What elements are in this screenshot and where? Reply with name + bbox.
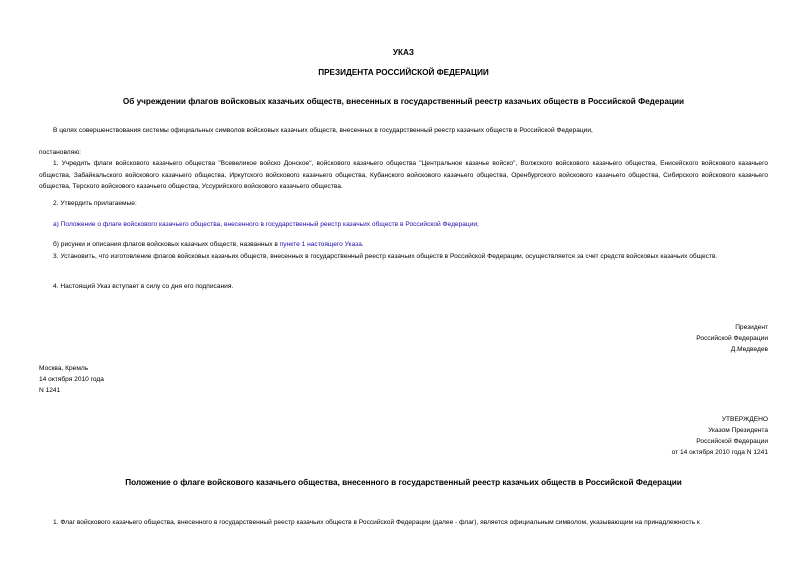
decree-number: N 1241 [39, 387, 61, 394]
signature-block [696, 323, 768, 356]
item-2b-suffix: . [361, 241, 364, 248]
signing-date: 14 октября 2010 года [39, 376, 104, 383]
document-type-heading: УКАЗ [392, 48, 415, 57]
approved-country: Российской Федерации [696, 438, 768, 445]
signature-name: Д.Медведев [730, 346, 768, 353]
signature-title: Президент [735, 324, 768, 331]
item-2-paragraph: 2. Утвердить прилагаемые: [53, 200, 137, 207]
approval-block [672, 415, 768, 459]
intro-paragraph: В целях совершенствования системы официальных символов войсковых казачьих обществ, внесенных в государственный реестр казачьих обществ в Российской Федерации, [53, 127, 593, 134]
item-1-reference-link[interactable]: пункте 1 настоящего Указа [279, 241, 362, 248]
approved-label: УТВЕРЖДЕНО [721, 416, 768, 423]
item-1-paragraph: 1. Учредить флаги войскового казачьего общества "Всевеликое войско Донское", войскового казачьего общества "Центральное казачье войско", Волжского войскового казачьего общества, Енисейского войскового казачьего общества, Забайкальского войскового казачьего общества, Иркутского войскового казачьего общества, Кубанского войскового казачьего общества, Оренбургского войскового казачьего общества, Сибирского войскового казачьего общества, Терского войскового казачьего общества, Уссурийского войскового казачьего общества. [39, 160, 768, 190]
item-4-paragraph: 4. Настоящий Указ вступает в силу со дня его подписания. [53, 283, 234, 290]
signing-place: Москва, Кремль [39, 365, 89, 372]
decree-title: Об учреждении флагов войсковых казачьих обществ, внесенных в государственный реестр казачьих обществ в Российской Федерации [122, 97, 685, 106]
regulation-link[interactable]: а) Положение о флаге войскового казачьего общества, внесенного в государственный реестр казачьих обществ в Российской Федерации; [53, 221, 479, 228]
issuer-heading: ПРЕЗИДЕНТА РОССИЙСКОЙ ФЕДЕРАЦИИ [318, 68, 489, 77]
place-date-block [39, 364, 104, 397]
item-3-paragraph: 3. Установить, что изготовление флагов войсковых казачьих обществ, внесенных в государственный реестр казачьих обществ в Российской Федерации, осуществляется за счет средств войсковых казачьих обществ. [53, 253, 718, 260]
item-2b-paragraph [39, 240, 768, 250]
approved-by: Указом Президента [708, 427, 768, 434]
signature-country: Российской Федерации [696, 335, 768, 342]
item-2b-text: б) рисунки и описания флагов войсковых казачьих обществ, названных в [53, 241, 280, 248]
approved-date: от 14 октября 2010 года N 1241 [671, 449, 768, 456]
regulation-item-1: 1. Флаг войскового казачьего общества, внесенного в государственный реестр казачьих обществ в Российской Федерации (далее - флаг), является официальным символом, указывающим на принадлежность к [53, 519, 700, 526]
regulation-title: Положение о флаге войскового казачьего общества, внесенного в государственный реестр казачьих обществ в Российской Федерации [125, 478, 682, 487]
decree-word: постановляю: [39, 149, 82, 156]
item-2a-link[interactable] [39, 220, 768, 230]
